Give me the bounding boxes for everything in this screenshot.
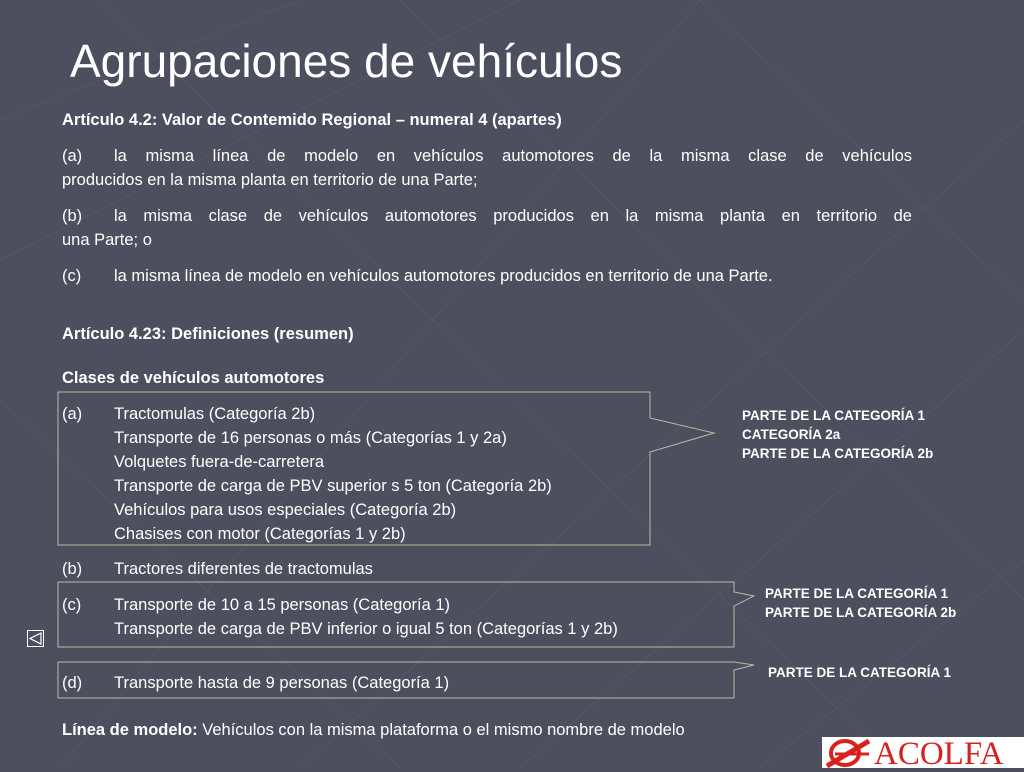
acolfa-logo bbox=[822, 736, 1024, 772]
group-label: (b) bbox=[62, 560, 83, 578]
group-d bbox=[62, 671, 742, 695]
group-b bbox=[62, 557, 912, 581]
definition-term: Línea de modelo: bbox=[62, 721, 198, 739]
article-423-heading: Artículo 4.23: Definiciones (resumen) bbox=[62, 325, 354, 343]
group-a-categories bbox=[742, 406, 933, 463]
group-c bbox=[62, 593, 742, 641]
list-item: Transporte de carga de PBV superior s 5 ton (Categoría 2b) bbox=[114, 477, 552, 495]
item-text: la misma clase de vehículos automotores producidos en la misma planta en territorio de bbox=[114, 207, 912, 225]
list-item: Transporte de carga de PBV inferior o igual 5 ton (Categorías 1 y 2b) bbox=[114, 620, 618, 638]
article-42-heading: Artículo 4.2: Valor de Contemido Regional – numeral 4 (apartes) bbox=[62, 111, 562, 129]
category-label: PARTE DE LA CATEGORÍA 2b bbox=[742, 446, 934, 461]
category-label: CATEGORÍA 2a bbox=[742, 427, 841, 442]
item-label: (c) bbox=[62, 267, 82, 285]
item-text: la misma línea de modelo en vehículos automotores de la misma clase de vehículos bbox=[114, 147, 912, 165]
list-item: Volquetes fuera-de-carretera bbox=[114, 453, 325, 471]
list-item: Transporte de 10 a 15 personas (Categoría 1) bbox=[114, 596, 451, 614]
group-d-categories bbox=[768, 663, 951, 682]
list-item: Vehículos para usos especiales (Categoría 2b) bbox=[114, 501, 457, 519]
item-label: (b) bbox=[62, 207, 83, 225]
group-label: (a) bbox=[62, 405, 83, 423]
list-item: Tractores diferentes de tractomulas bbox=[114, 560, 373, 578]
category-label: PARTE DE LA CATEGORÍA 1 bbox=[768, 665, 952, 680]
list-item: Transporte hasta de 9 personas (Categoría 1) bbox=[114, 674, 450, 692]
back-nav-icon[interactable] bbox=[27, 630, 44, 647]
group-c-categories bbox=[765, 584, 956, 622]
category-label: PARTE DE LA CATEGORÍA 1 bbox=[765, 586, 949, 601]
classes-heading: Clases de vehículos automotores bbox=[62, 369, 325, 387]
group-label: (d) bbox=[62, 674, 83, 692]
list-item: Chasises con motor (Categorías 1 y 2b) bbox=[114, 525, 406, 543]
list-item: Transporte de 16 personas o más (Categorías 1 y 2a) bbox=[114, 429, 507, 447]
logo-mark-icon bbox=[825, 738, 871, 768]
item-label: (a) bbox=[62, 147, 83, 165]
article-42-item-b-cont: una Parte; o bbox=[62, 231, 152, 249]
list-item: Tractomulas (Categoría 2b) bbox=[114, 405, 316, 423]
page-title: Agrupaciones de vehículos bbox=[70, 35, 623, 87]
group-label: (c) bbox=[62, 596, 82, 614]
item-text: la misma línea de modelo en vehículos automotores producidos en territorio de una Parte. bbox=[114, 267, 773, 285]
logo-text: ACOLFA bbox=[874, 736, 1004, 772]
category-label: PARTE DE LA CATEGORÍA 2b bbox=[765, 605, 957, 620]
model-line-definition bbox=[62, 718, 822, 742]
article-42-item-a-cont: producidos en la misma planta en territorio de una Parte; bbox=[62, 171, 478, 189]
category-label: PARTE DE LA CATEGORÍA 1 bbox=[742, 408, 926, 423]
definition-text: Vehículos con la misma plataforma o el mismo nombre de modelo bbox=[197, 721, 685, 739]
